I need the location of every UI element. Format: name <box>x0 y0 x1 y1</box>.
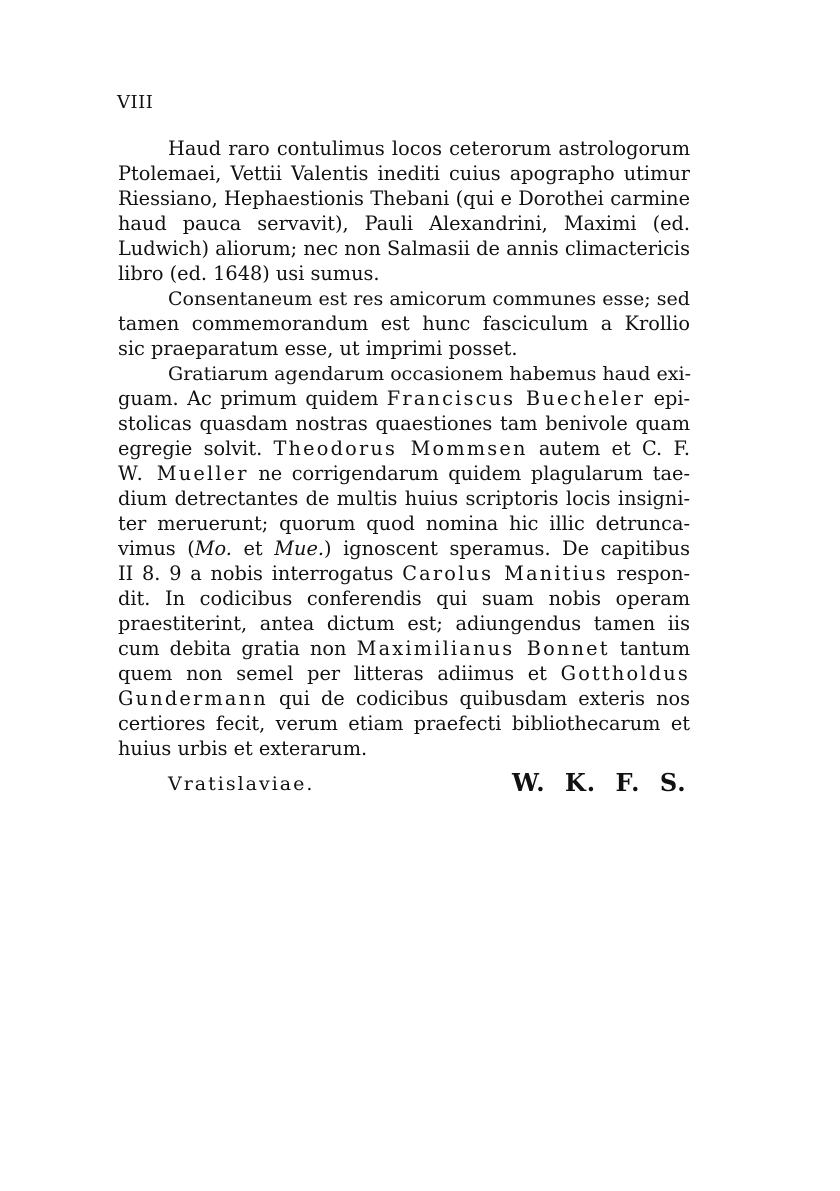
text-span: quem non semel per litteras adiimus et <box>118 662 547 685</box>
text-span: Haud raro contulimus locos ceterorum astrologorum <box>168 137 690 160</box>
page-number: VIII <box>117 92 154 113</box>
text-span: tamen commemorandum est hunc fasciculum a Krollio <box>118 312 690 335</box>
text-span: tantum <box>619 637 690 660</box>
text-line <box>118 336 690 362</box>
text-span: ne corrigendarum quidem plagularum tae- <box>258 462 690 485</box>
text-line <box>118 211 690 237</box>
text-span: et <box>231 537 275 560</box>
person-name: Carolus Manitius <box>402 562 608 585</box>
text-line <box>118 711 690 737</box>
text-span: haud pauca servavit), Pauli Alexandrini, Maximi (ed. <box>118 212 690 235</box>
text-line <box>168 286 690 312</box>
text-line <box>118 536 690 562</box>
text-span: ) ignoscent speramus. De capitibus <box>323 537 690 560</box>
text-line <box>118 411 690 437</box>
text-line <box>118 586 690 612</box>
text-line <box>118 561 690 587</box>
abbreviation-mue: Mue. <box>274 537 324 560</box>
text-span: stolicas quasdam nostras quaestiones tam benivole quam <box>118 412 690 435</box>
text-span: sic praeparatum esse, ut imprimi posset. <box>118 337 518 360</box>
text-line <box>118 611 690 637</box>
text-line <box>168 136 690 162</box>
text-line <box>118 261 690 287</box>
text-span: II 8. 9 a nobis interrogatus <box>118 562 394 585</box>
text-span: Riessiano, Hephaestionis Thebani (qui e Dorothei carmine <box>118 187 690 210</box>
text-span: vimus ( <box>118 537 195 560</box>
place-of-writing: Vratislaviae. <box>168 773 315 795</box>
text-span: Consentaneum est res amicorum communes esse; sed <box>168 288 690 310</box>
text-line <box>118 186 690 212</box>
text-line <box>118 636 690 662</box>
text-span: huius urbis et exterarum. <box>118 737 368 760</box>
text-line <box>118 161 690 187</box>
text-line <box>118 236 690 262</box>
text-span: egregie solvit. <box>118 437 263 460</box>
person-name: Franciscus Buecheler <box>386 387 646 410</box>
person-name: W. Mueller <box>118 462 249 485</box>
text-span: certiores fecit, verum etiam praefecti bibliothecarum et <box>118 712 690 735</box>
text-line <box>118 386 690 412</box>
text-span: autem et C. F. <box>538 437 690 460</box>
text-line <box>118 511 690 537</box>
signature-initials: W. K. F. S. <box>512 768 687 797</box>
text-span: Ptolemaei, Vettii Valentis inediti cuius apographo utimur <box>118 162 690 185</box>
person-name: Gottholdus <box>560 662 690 685</box>
text-span: cum debita gratia non <box>118 637 347 660</box>
person-name: Maximilianus Bonnet <box>356 637 610 660</box>
text-span: libro (ed. 1648) usi sumus. <box>118 262 380 285</box>
text-line <box>118 486 690 512</box>
person-name: Theodorus Mommsen <box>273 437 528 460</box>
text-span: dium detrectantes de multis huius scriptoris locis insigni- <box>118 487 690 510</box>
text-line <box>118 661 690 687</box>
text-span: ter meruerunt; quorum quod nomina hic illic detrunca- <box>118 512 690 535</box>
text-span: Ludwich) aliorum; nec non Salmasii de annis climactericis <box>118 237 690 260</box>
text-line <box>118 736 690 762</box>
person-name: Gundermann <box>118 687 268 710</box>
text-span: dit. In codicibus conferendis qui suam nobis operam <box>118 587 690 610</box>
abbreviation-mo: Mo. <box>194 537 232 560</box>
text-line <box>118 461 690 487</box>
text-span: guam. Ac primum quidem <box>118 387 379 410</box>
text-line <box>118 311 690 337</box>
text-span: respon- <box>616 562 691 585</box>
text-line <box>118 436 690 462</box>
text-line <box>168 361 690 387</box>
text-line <box>118 686 690 712</box>
text-span: qui de codicibus quibusdam exteris nos <box>278 687 690 710</box>
text-span: epi- <box>653 387 690 410</box>
text-span: Gratiarum agendarum occasionem habemus haud exi- <box>168 363 692 385</box>
text-span: praestiterint, antea dictum est; adiungendus tamen iis <box>118 612 690 635</box>
